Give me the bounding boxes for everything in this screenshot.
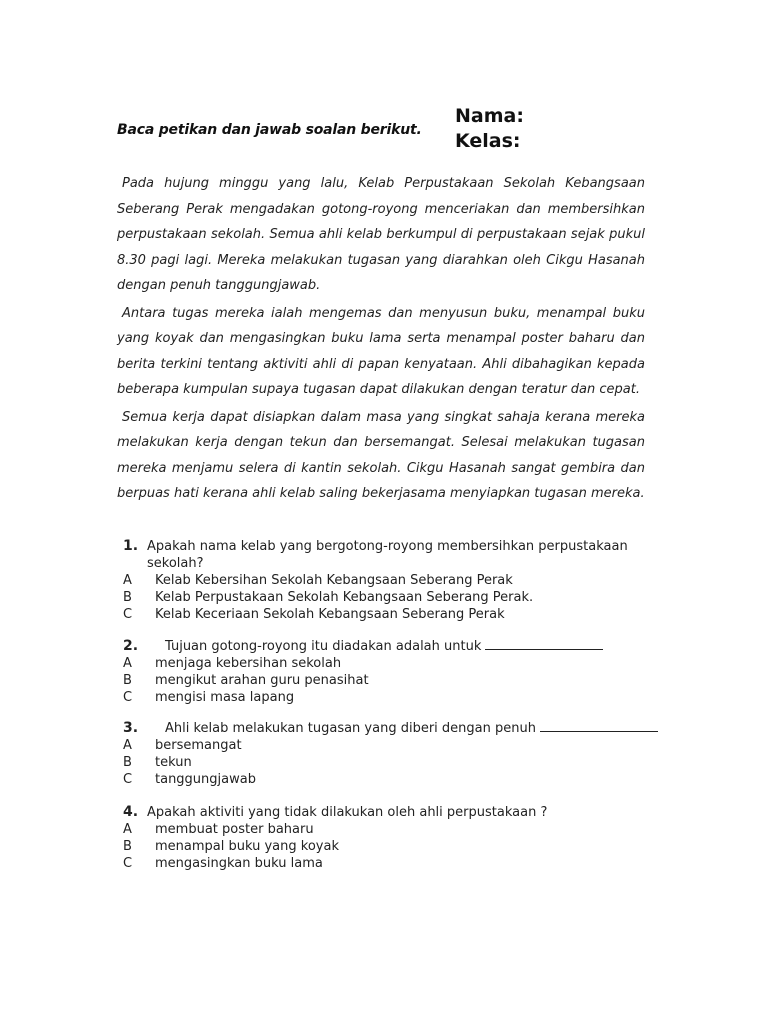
question-text: Tujuan gotong-royong itu diadakan adalah untuk — [165, 639, 482, 654]
instruction-text: Baca petikan dan jawab soalan berikut. — [117, 122, 422, 138]
name-label: Nama: — [455, 105, 524, 127]
passage-paragraph: Pada hujung minggu yang lalu, Kelab Perpustakaan Sekolah Kebangsaan Seberang Perak mengadakan gotong-royong menceriakan dan membersihkan perpustakaan sekolah. Semua ahli kelab berkumpul di perpustakaan sejak pukul 8.30 pagi lagi. Mereka melakukan tugasan yang diarahkan oleh Cikgu Hasanah dengan penuh tanggungjawab. — [117, 176, 645, 293]
class-label: Kelas: — [455, 130, 521, 152]
option-letter: A — [123, 738, 132, 753]
option-text: tekun — [155, 755, 192, 770]
question-text: Ahli kelab melakukan tugasan yang diberi dengan penuh — [165, 721, 536, 736]
option-text: tanggungjawab — [155, 772, 256, 787]
answer-option[interactable] — [123, 737, 663, 754]
question-stem — [123, 720, 663, 737]
answer-option[interactable] — [123, 855, 663, 872]
answer-option[interactable] — [123, 689, 663, 706]
question-number: 1. — [123, 538, 139, 554]
answer-option[interactable] — [123, 655, 663, 672]
answer-option[interactable] — [123, 821, 663, 838]
question-number: 2. — [123, 638, 139, 654]
question-stem — [123, 638, 663, 655]
answer-option[interactable] — [123, 572, 663, 589]
question-1 — [123, 538, 663, 623]
answer-option[interactable] — [123, 838, 663, 855]
answer-blank[interactable] — [540, 721, 658, 732]
option-text: bersemangat — [155, 738, 242, 753]
option-letter: C — [123, 772, 133, 787]
option-text: mengikut arahan guru penasihat — [155, 673, 369, 688]
option-letter: A — [123, 822, 132, 837]
option-letter: A — [123, 573, 132, 588]
student-info-block — [455, 104, 524, 154]
option-text: mengisi masa lapang — [155, 690, 295, 705]
option-letter: B — [123, 590, 132, 605]
option-letter: B — [123, 839, 132, 854]
option-text: Kelab Kebersihan Sekolah Kebangsaan Seberang Perak — [155, 573, 513, 588]
answer-option[interactable] — [123, 771, 663, 788]
answer-option[interactable] — [123, 606, 663, 623]
option-text: Kelab Keceriaan Sekolah Kebangsaan Seberang Perak — [155, 607, 505, 622]
option-text: membuat poster baharu — [155, 822, 314, 837]
question-stem — [123, 538, 663, 572]
answer-option[interactable] — [123, 754, 663, 771]
question-stem — [123, 804, 663, 821]
option-letter: A — [123, 656, 132, 671]
option-letter: C — [123, 856, 133, 871]
answer-option[interactable] — [123, 672, 663, 689]
question-3 — [123, 720, 663, 788]
option-text: mengasingkan buku lama — [155, 856, 323, 871]
passage-paragraph: Antara tugas mereka ialah mengemas dan menyusun buku, menampal buku yang koyak dan mengasingkan buku lama serta menampal poster baharu dan berita terkini tentang aktiviti ahli di papan kenyataan. Ahli dibahagikan kepada beberapa kumpulan supaya tugasan dapat dilakukan dengan teratur dan cepat. — [117, 305, 645, 397]
option-text: Kelab Perpustakaan Sekolah Kebangsaan Seberang Perak. — [155, 590, 534, 605]
reading-passage — [117, 171, 645, 507]
option-letter: C — [123, 607, 133, 622]
question-4 — [123, 804, 663, 872]
option-letter: B — [123, 755, 132, 770]
question-text: Apakah nama kelab yang bergotong-royong membersihkan perpustakaan sekolah? — [147, 539, 628, 571]
option-letter: C — [123, 690, 133, 705]
answer-option[interactable] — [123, 589, 663, 606]
option-text: menjaga kebersihan sekolah — [155, 656, 342, 671]
option-text: menampal buku yang koyak — [155, 839, 339, 854]
option-letter: B — [123, 673, 132, 688]
question-number: 3. — [123, 720, 139, 736]
question-text: Apakah aktiviti yang tidak dilakukan oleh ahli perpustakaan ? — [147, 805, 548, 820]
answer-blank[interactable] — [485, 639, 603, 650]
question-number: 4. — [123, 804, 139, 820]
question-2 — [123, 638, 663, 706]
passage-paragraph: Semua kerja dapat disiapkan dalam masa yang singkat sahaja kerana mereka melakukan kerja dengan tekun dan bersemangat. Selesai melakukan tugasan mereka menjamu selera di kantin sekolah. Cikgu Hasanah sangat gembira dan berpuas hati kerana ahli kelab saling bekerjasama menyiapkan tugasan mereka. — [117, 409, 645, 501]
